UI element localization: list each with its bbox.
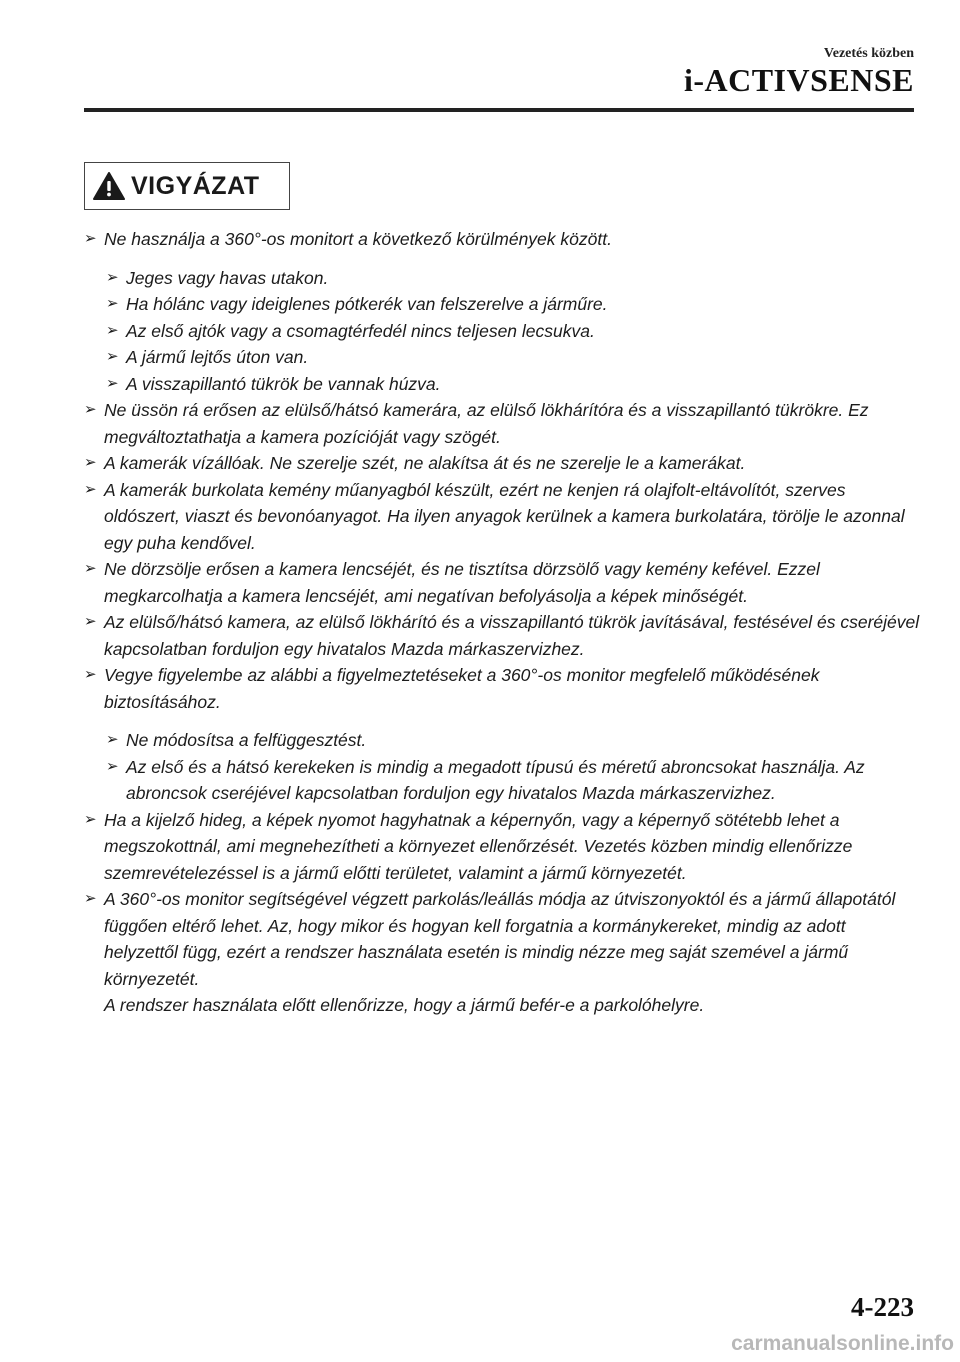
sub-list-item (84, 754, 920, 807)
list-item-text: Vegye figyelembe az alábbi a figyelmeztetéseket a 360°-os monitor megfelelő működésének biztosításához. (104, 665, 820, 712)
bullet-arrow-icon: ➢ (106, 295, 119, 312)
sub-list-item (84, 727, 920, 754)
sub-list-item (84, 318, 920, 345)
bullet-arrow-icon: ➢ (84, 560, 97, 577)
bullet-arrow-icon: ➢ (106, 374, 119, 392)
footer-watermark: carmanualsonline.info (731, 1332, 954, 1355)
list-item-text: Az első és a hátsó kerekeken is mindig a megadott típusú és méretű abroncsokat használja. Az abroncsok cseréjével kapcsolatban forduljon egy hivatalos Mazda márkaszervizhez. (126, 756, 865, 803)
list-item-text: Ha a kijelző hideg, a képek nyomot hagyhatnak a képernyőn, vagy a képernyő sötétebb lehet a megszokottnál, ami megnehezítheti a környezet ellenőrzését. Vezetés közben mindig ellenőrizze szemrevételezéssel is a jármű előtti területet, valamint a jármű környezetét. (104, 809, 853, 883)
chapter-title: i-ACTIVSENSE (683, 62, 914, 98)
list-item (84, 609, 920, 662)
list-item (84, 450, 920, 477)
bullet-arrow-icon: ➢ (106, 731, 119, 748)
bullet-arrow-icon: ➢ (84, 810, 97, 828)
bullet-arrow-icon: ➢ (84, 480, 97, 498)
list-item-text: A jármű lejtős úton van. (126, 347, 309, 367)
list-item (84, 226, 920, 253)
sub-list-item (84, 371, 920, 398)
list-item (84, 807, 920, 887)
list-item-text: Ne módosítsa a felfüggesztést. (126, 730, 367, 750)
list-item-text: Ne dörzsölje erősen a kamera lencséjét, és ne tisztítsa dörzsölő vagy kemény kefével. Ezzel megkarcolhatja a kamera lencséjét, ami negatívan befolyásolja a képek minőségét. (104, 559, 820, 606)
sub-list-item (84, 344, 920, 371)
list-item-text: Az elülső/hátsó kamera, az elülső lökhárító és a visszapillantó tükrök javításával, festésével és cseréjével kapcsolatban forduljon egy hivatalos Mazda márkaszervizhez. (104, 612, 920, 659)
section-subtitle: Vezetés közben (823, 46, 914, 61)
bullet-arrow-icon: ➢ (106, 757, 119, 775)
warning-triangle-icon (93, 171, 125, 201)
bullet-arrow-icon: ➢ (84, 890, 97, 907)
bullet-arrow-icon: ➢ (106, 268, 119, 286)
bullet-arrow-icon: ➢ (84, 666, 97, 683)
bullet-arrow-icon: ➢ (106, 348, 119, 365)
list-item (84, 886, 920, 1019)
list-item-text: A visszapillantó tükrök be vannak húzva. (126, 373, 441, 394)
list-item-text: A 360°-os monitor segítségével végzett parkolás/leállás módja az útviszonyoktól és a jármű állapotától függően eltérő lehet. Az, hogy mikor és hogyan kell forgatnia a kormánykereket, mindig az adott helyzettől függ, ezért a rendszer használata esetén is mindig nézze meg saját szemével a jármű környezetét. (104, 889, 896, 989)
bullet-arrow-icon: ➢ (84, 401, 97, 418)
list-item (84, 397, 920, 450)
list-item (84, 662, 920, 715)
bullet-arrow-icon: ➢ (106, 321, 119, 339)
header-divider (84, 108, 914, 112)
sub-list-item (84, 291, 920, 318)
list-item-text: Ha hólánc vagy ideiglenes pótkerék van felszerelve a járműre. (126, 294, 608, 314)
warning-content (84, 226, 920, 1019)
page-number: 4-223 (851, 1292, 914, 1322)
bullet-arrow-icon: ➢ (84, 454, 97, 471)
sub-list-item (84, 265, 920, 292)
list-item (84, 556, 920, 609)
list-item-continuation: A rendszer használata előtt ellenőrizze, hogy a jármű befér-e a parkolóhelyre. (104, 995, 705, 1015)
list-item-text: A kamerák burkolata kemény műanyagból készült, ezért ne kenjen rá olajfolt-eltávolítót, szerves oldószert, viaszt és bevonóanyagot. Ha ilyen anyagok kerülnek a kamera burkolatára, törölje le azonnal egy puha kendővel. (104, 479, 905, 553)
list-item-text: Ne használja a 360°-os monitort a következő körülmények között. (104, 229, 612, 249)
bullet-arrow-icon: ➢ (84, 230, 97, 247)
list-item-text: Jeges vagy havas utakon. (126, 267, 329, 288)
list-item-text: A kamerák vízállóak. Ne szerelje szét, ne alakítsa át és ne szerelje le a kamerákat. (104, 453, 746, 473)
bullet-arrow-icon: ➢ (84, 613, 97, 630)
warning-box (84, 162, 290, 210)
list-item-text: Ne üssön rá erősen az elülső/hátsó kamerára, az elülső lökhárítóra és a visszapillantó tükrökre. Ez megváltoztathatja a kamera pozícióját vagy szögét. (104, 400, 869, 447)
warning-label: VIGYÁZAT (131, 171, 260, 200)
list-item-text: Az első ajtók vagy a csomagtérfedél nincs teljesen lecsukva. (126, 320, 595, 341)
list-item (84, 477, 920, 557)
